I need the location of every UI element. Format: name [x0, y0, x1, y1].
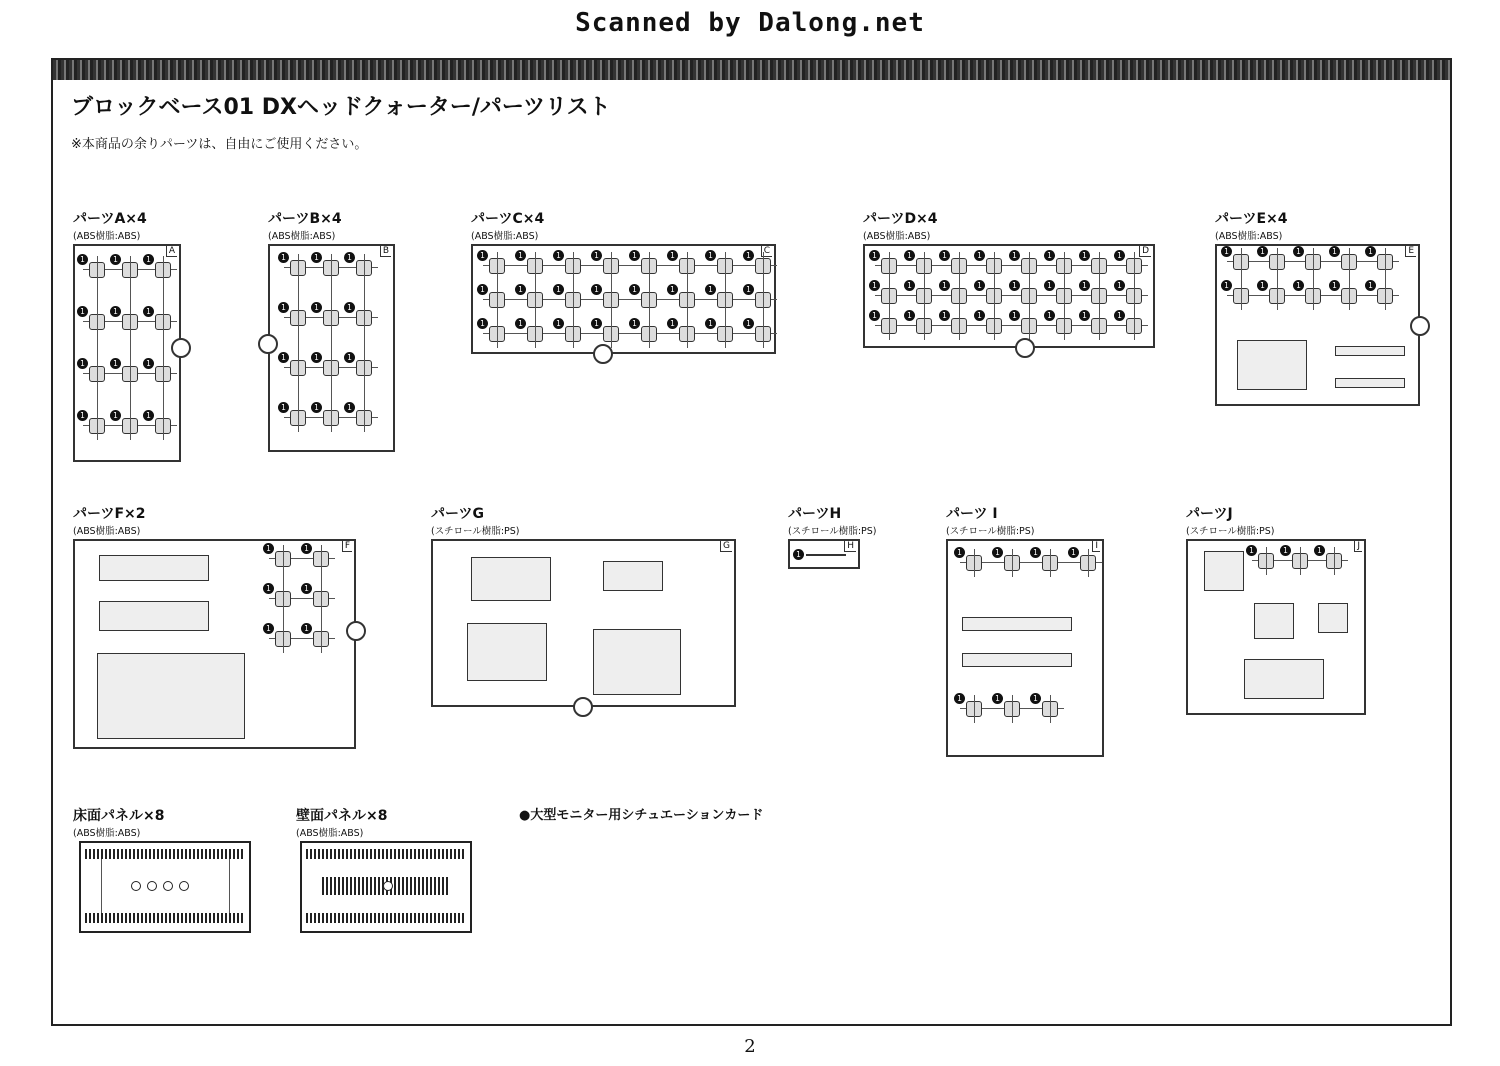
runner-a [73, 244, 181, 462]
sprue [1334, 547, 1335, 575]
part-number: 1 [667, 284, 678, 295]
part-number: 1 [477, 318, 488, 329]
sprue [1088, 549, 1089, 577]
part-number: 1 [1293, 280, 1304, 291]
sprue [97, 256, 98, 440]
part-number: 1 [1030, 693, 1041, 704]
part-piece [467, 623, 547, 681]
part-piece [97, 653, 245, 739]
part-a [73, 208, 181, 462]
runner-notch [593, 344, 613, 364]
sprue [163, 256, 164, 440]
part-number: 1 [77, 254, 88, 265]
sprue [1029, 252, 1030, 340]
part-number: 1 [278, 302, 289, 313]
part-number: 1 [110, 306, 121, 317]
wall-panel-label: 壁面パネル×8 [296, 808, 388, 824]
sprue [649, 252, 650, 348]
part-number: 1 [553, 284, 564, 295]
runner-b-letter: B [380, 246, 391, 257]
part-piece [1318, 603, 1348, 633]
runner-c [471, 244, 776, 354]
part-a-material: (ABS樹脂:ABS) [73, 231, 141, 242]
part-number: 1 [954, 547, 965, 558]
part-number: 1 [1246, 545, 1257, 556]
part-number: 1 [311, 302, 322, 313]
part-number: 1 [591, 318, 602, 329]
sprue [1266, 547, 1267, 575]
runner-j-letter: J [1354, 541, 1362, 552]
runner-f-letter: F [342, 541, 352, 552]
part-number: 1 [1044, 310, 1055, 321]
part-piece [1254, 603, 1294, 639]
runner-c-letter: C [761, 246, 772, 257]
sprue [1012, 549, 1013, 577]
part-number: 1 [1079, 310, 1090, 321]
part-number: 1 [1114, 250, 1125, 261]
part-number: 1 [629, 250, 640, 261]
part-h-material: (スチロール樹脂:PS) [788, 526, 877, 537]
part-number: 1 [1068, 547, 1079, 558]
part-i-label: パーツ I [946, 506, 998, 522]
part-b-label: パーツB×4 [268, 211, 342, 227]
part-number: 1 [743, 250, 754, 261]
part-number: 1 [974, 280, 985, 291]
part-number: 1 [110, 254, 121, 265]
part-a-label: パーツA×4 [73, 211, 147, 227]
part-piece [99, 601, 209, 631]
floor-panel-material: (ABS樹脂:ABS) [73, 828, 141, 839]
part-number: 1 [515, 318, 526, 329]
sprue [687, 252, 688, 348]
part-b-material: (ABS樹脂:ABS) [268, 231, 336, 242]
sprue [974, 549, 975, 577]
part-number: 1 [869, 250, 880, 261]
sprue [130, 256, 131, 440]
part-number: 1 [974, 310, 985, 321]
part-j [1186, 503, 1366, 715]
part-number: 1 [1221, 280, 1232, 291]
runner-d [863, 244, 1155, 348]
part-number: 1 [904, 280, 915, 291]
part-number: 1 [477, 250, 488, 261]
part-number: 1 [1221, 246, 1232, 257]
sprue [573, 252, 574, 348]
part-number: 1 [591, 284, 602, 295]
part-f-label: パーツF×2 [73, 506, 146, 522]
part-number: 1 [311, 402, 322, 413]
part-h-label: パーツH [788, 506, 842, 522]
panel-rib [306, 913, 466, 923]
panel-rib [85, 913, 245, 923]
part-number: 1 [939, 250, 950, 261]
part-number: 1 [515, 284, 526, 295]
sprue [1313, 248, 1314, 310]
sprue [994, 252, 995, 340]
sprue [924, 252, 925, 340]
runner-e-letter: E [1405, 246, 1416, 257]
runner-h-letter: H [844, 541, 856, 552]
wall-panel-material: (ABS樹脂:ABS) [296, 828, 364, 839]
sprue [321, 545, 322, 653]
part-number: 1 [743, 284, 754, 295]
part-number: 1 [1079, 250, 1090, 261]
part-number: 1 [667, 318, 678, 329]
runner-notch [1410, 316, 1430, 336]
panel-rib [85, 849, 245, 859]
part-e-label: パーツE×4 [1215, 211, 1288, 227]
panel-hole [383, 881, 393, 891]
part-i [946, 503, 1104, 757]
part-number: 1 [278, 252, 289, 263]
runner-notch [573, 697, 593, 717]
part-number: 1 [939, 280, 950, 291]
part-number: 1 [1293, 246, 1304, 257]
runner-j [1186, 539, 1366, 715]
panel-hole [147, 881, 157, 891]
sprue [283, 545, 284, 653]
part-h [788, 503, 877, 569]
sprue [364, 254, 365, 432]
part-number: 1 [1009, 250, 1020, 261]
sprue [1099, 252, 1100, 340]
part-number: 1 [1044, 250, 1055, 261]
runner-notch [346, 621, 366, 641]
part-number: 1 [591, 250, 602, 261]
part-number: 1 [278, 402, 289, 413]
part-e-material: (ABS樹脂:ABS) [1215, 231, 1283, 242]
part-piece [99, 555, 209, 581]
part-number: 1 [904, 310, 915, 321]
parts-list-frame [51, 58, 1452, 1026]
part-number: 1 [974, 250, 985, 261]
part-number: 1 [553, 318, 564, 329]
part-number: 1 [344, 302, 355, 313]
sprue [763, 252, 764, 348]
usage-note: ※本商品の余りパーツは、自由にご使用ください。 [71, 137, 368, 152]
part-number: 1 [743, 318, 754, 329]
part-piece [1204, 551, 1244, 591]
runner-i-letter: I [1092, 541, 1100, 552]
part-piece [1335, 346, 1405, 356]
part-number: 1 [629, 318, 640, 329]
part-piece [1237, 340, 1307, 390]
part-number: 1 [1009, 310, 1020, 321]
part-number: 1 [705, 284, 716, 295]
part-number: 1 [954, 693, 965, 704]
part-number: 1 [1280, 545, 1291, 556]
part-number: 1 [301, 623, 312, 634]
page-number: 2 [744, 1036, 756, 1057]
runner-g-letter: G [720, 541, 732, 552]
sprue [1050, 695, 1051, 723]
part-number: 1 [1030, 547, 1041, 558]
sprue [535, 252, 536, 348]
wall-panel [296, 805, 387, 841]
part-number: 1 [1257, 280, 1268, 291]
sprue [959, 252, 960, 340]
runner-notch [258, 334, 278, 354]
part-piece [962, 617, 1072, 631]
part-number: 1 [793, 549, 804, 560]
runner-a-letter: A [166, 246, 177, 257]
part-number: 1 [1314, 545, 1325, 556]
part-number: 1 [1365, 280, 1376, 291]
part-piece [593, 629, 681, 695]
floor-panel-drawing [79, 841, 251, 933]
part-number: 1 [77, 306, 88, 317]
part-number: 1 [1257, 246, 1268, 257]
part-number: 1 [629, 284, 640, 295]
sprue [497, 252, 498, 348]
sprue [806, 554, 846, 556]
part-number: 1 [1329, 280, 1340, 291]
runner-e [1215, 244, 1420, 406]
page-title: ブロックベース01 DXヘッドクォーター/パーツリスト [71, 95, 611, 120]
part-number: 1 [1079, 280, 1090, 291]
runner-d-letter: D [1139, 246, 1151, 257]
part-number: 1 [143, 410, 154, 421]
header-bar [53, 60, 1450, 80]
part-d-label: パーツD×4 [863, 211, 938, 227]
part-number: 1 [344, 252, 355, 263]
wall-panel-drawing [300, 841, 472, 933]
part-number: 1 [1114, 280, 1125, 291]
part-number: 1 [263, 583, 274, 594]
part-d [863, 208, 1155, 348]
part-number: 1 [992, 547, 1003, 558]
part-number: 1 [301, 543, 312, 554]
part-number: 1 [992, 693, 1003, 704]
part-number: 1 [143, 306, 154, 317]
sprue [1300, 547, 1301, 575]
part-g [431, 503, 736, 707]
panel-hole [163, 881, 173, 891]
panel-edge [229, 859, 230, 913]
part-number: 1 [705, 250, 716, 261]
part-number: 1 [904, 250, 915, 261]
part-number: 1 [143, 254, 154, 265]
runner-f [73, 539, 356, 749]
sprue [1349, 248, 1350, 310]
sprue [1241, 248, 1242, 310]
panel-hole [131, 881, 141, 891]
runner-notch [1015, 338, 1035, 358]
part-number: 1 [77, 410, 88, 421]
part-g-label: パーツG [431, 506, 484, 522]
part-number: 1 [311, 252, 322, 263]
scan-credit: Scanned by Dalong.net [575, 8, 925, 38]
part-number: 1 [344, 402, 355, 413]
part-number: 1 [1365, 246, 1376, 257]
part-number: 1 [667, 250, 678, 261]
sprue [611, 252, 612, 348]
part-number: 1 [477, 284, 488, 295]
sprue [1064, 252, 1065, 340]
sprue [725, 252, 726, 348]
part-piece [1244, 659, 1324, 699]
sprue [1385, 248, 1386, 310]
sprue [974, 695, 975, 723]
runner-b [268, 244, 395, 452]
part-e [1215, 208, 1420, 406]
part-c-label: パーツC×4 [471, 211, 545, 227]
part-i-material: (スチロール樹脂:PS) [946, 526, 1035, 537]
part-d-material: (ABS樹脂:ABS) [863, 231, 931, 242]
part-number: 1 [263, 543, 274, 554]
panel-hole [179, 881, 189, 891]
part-c [471, 208, 776, 354]
sprue [1134, 252, 1135, 340]
part-number: 1 [1329, 246, 1340, 257]
part-f [73, 503, 356, 749]
part-number: 1 [311, 352, 322, 363]
runner-g [431, 539, 736, 707]
part-number: 1 [263, 623, 274, 634]
part-b [268, 208, 395, 452]
sprue [331, 254, 332, 432]
part-number: 1 [77, 358, 88, 369]
part-g-material: (スチロール樹脂:PS) [431, 526, 520, 537]
runner-i [946, 539, 1104, 757]
sprue [298, 254, 299, 432]
situation-card-item: ●大型モニター用シチュエーションカード [519, 808, 764, 823]
part-number: 1 [1114, 310, 1125, 321]
part-piece [471, 557, 551, 601]
floor-panel [73, 805, 164, 841]
sprue [1277, 248, 1278, 310]
part-number: 1 [515, 250, 526, 261]
part-c-material: (ABS樹脂:ABS) [471, 231, 539, 242]
part-j-material: (スチロール樹脂:PS) [1186, 526, 1275, 537]
part-f-material: (ABS樹脂:ABS) [73, 526, 141, 537]
part-number: 1 [110, 410, 121, 421]
part-number: 1 [939, 310, 950, 321]
panel-edge [101, 859, 102, 913]
part-piece [1335, 378, 1405, 388]
part-number: 1 [1009, 280, 1020, 291]
panel-rib [306, 849, 466, 859]
part-number: 1 [278, 352, 289, 363]
sprue [889, 252, 890, 340]
part-j-label: パーツJ [1186, 506, 1233, 522]
runner-notch [171, 338, 191, 358]
part-number: 1 [869, 310, 880, 321]
part-number: 1 [143, 358, 154, 369]
sprue [1050, 549, 1051, 577]
sprue [1012, 695, 1013, 723]
runner-h [788, 539, 860, 569]
floor-panel-label: 床面パネル×8 [73, 808, 165, 824]
part-number: 1 [705, 318, 716, 329]
part-piece [603, 561, 663, 591]
part-piece [962, 653, 1072, 667]
part-number: 1 [553, 250, 564, 261]
part-number: 1 [110, 358, 121, 369]
part-number: 1 [301, 583, 312, 594]
part-number: 1 [1044, 280, 1055, 291]
part-number: 1 [344, 352, 355, 363]
part-number: 1 [869, 280, 880, 291]
